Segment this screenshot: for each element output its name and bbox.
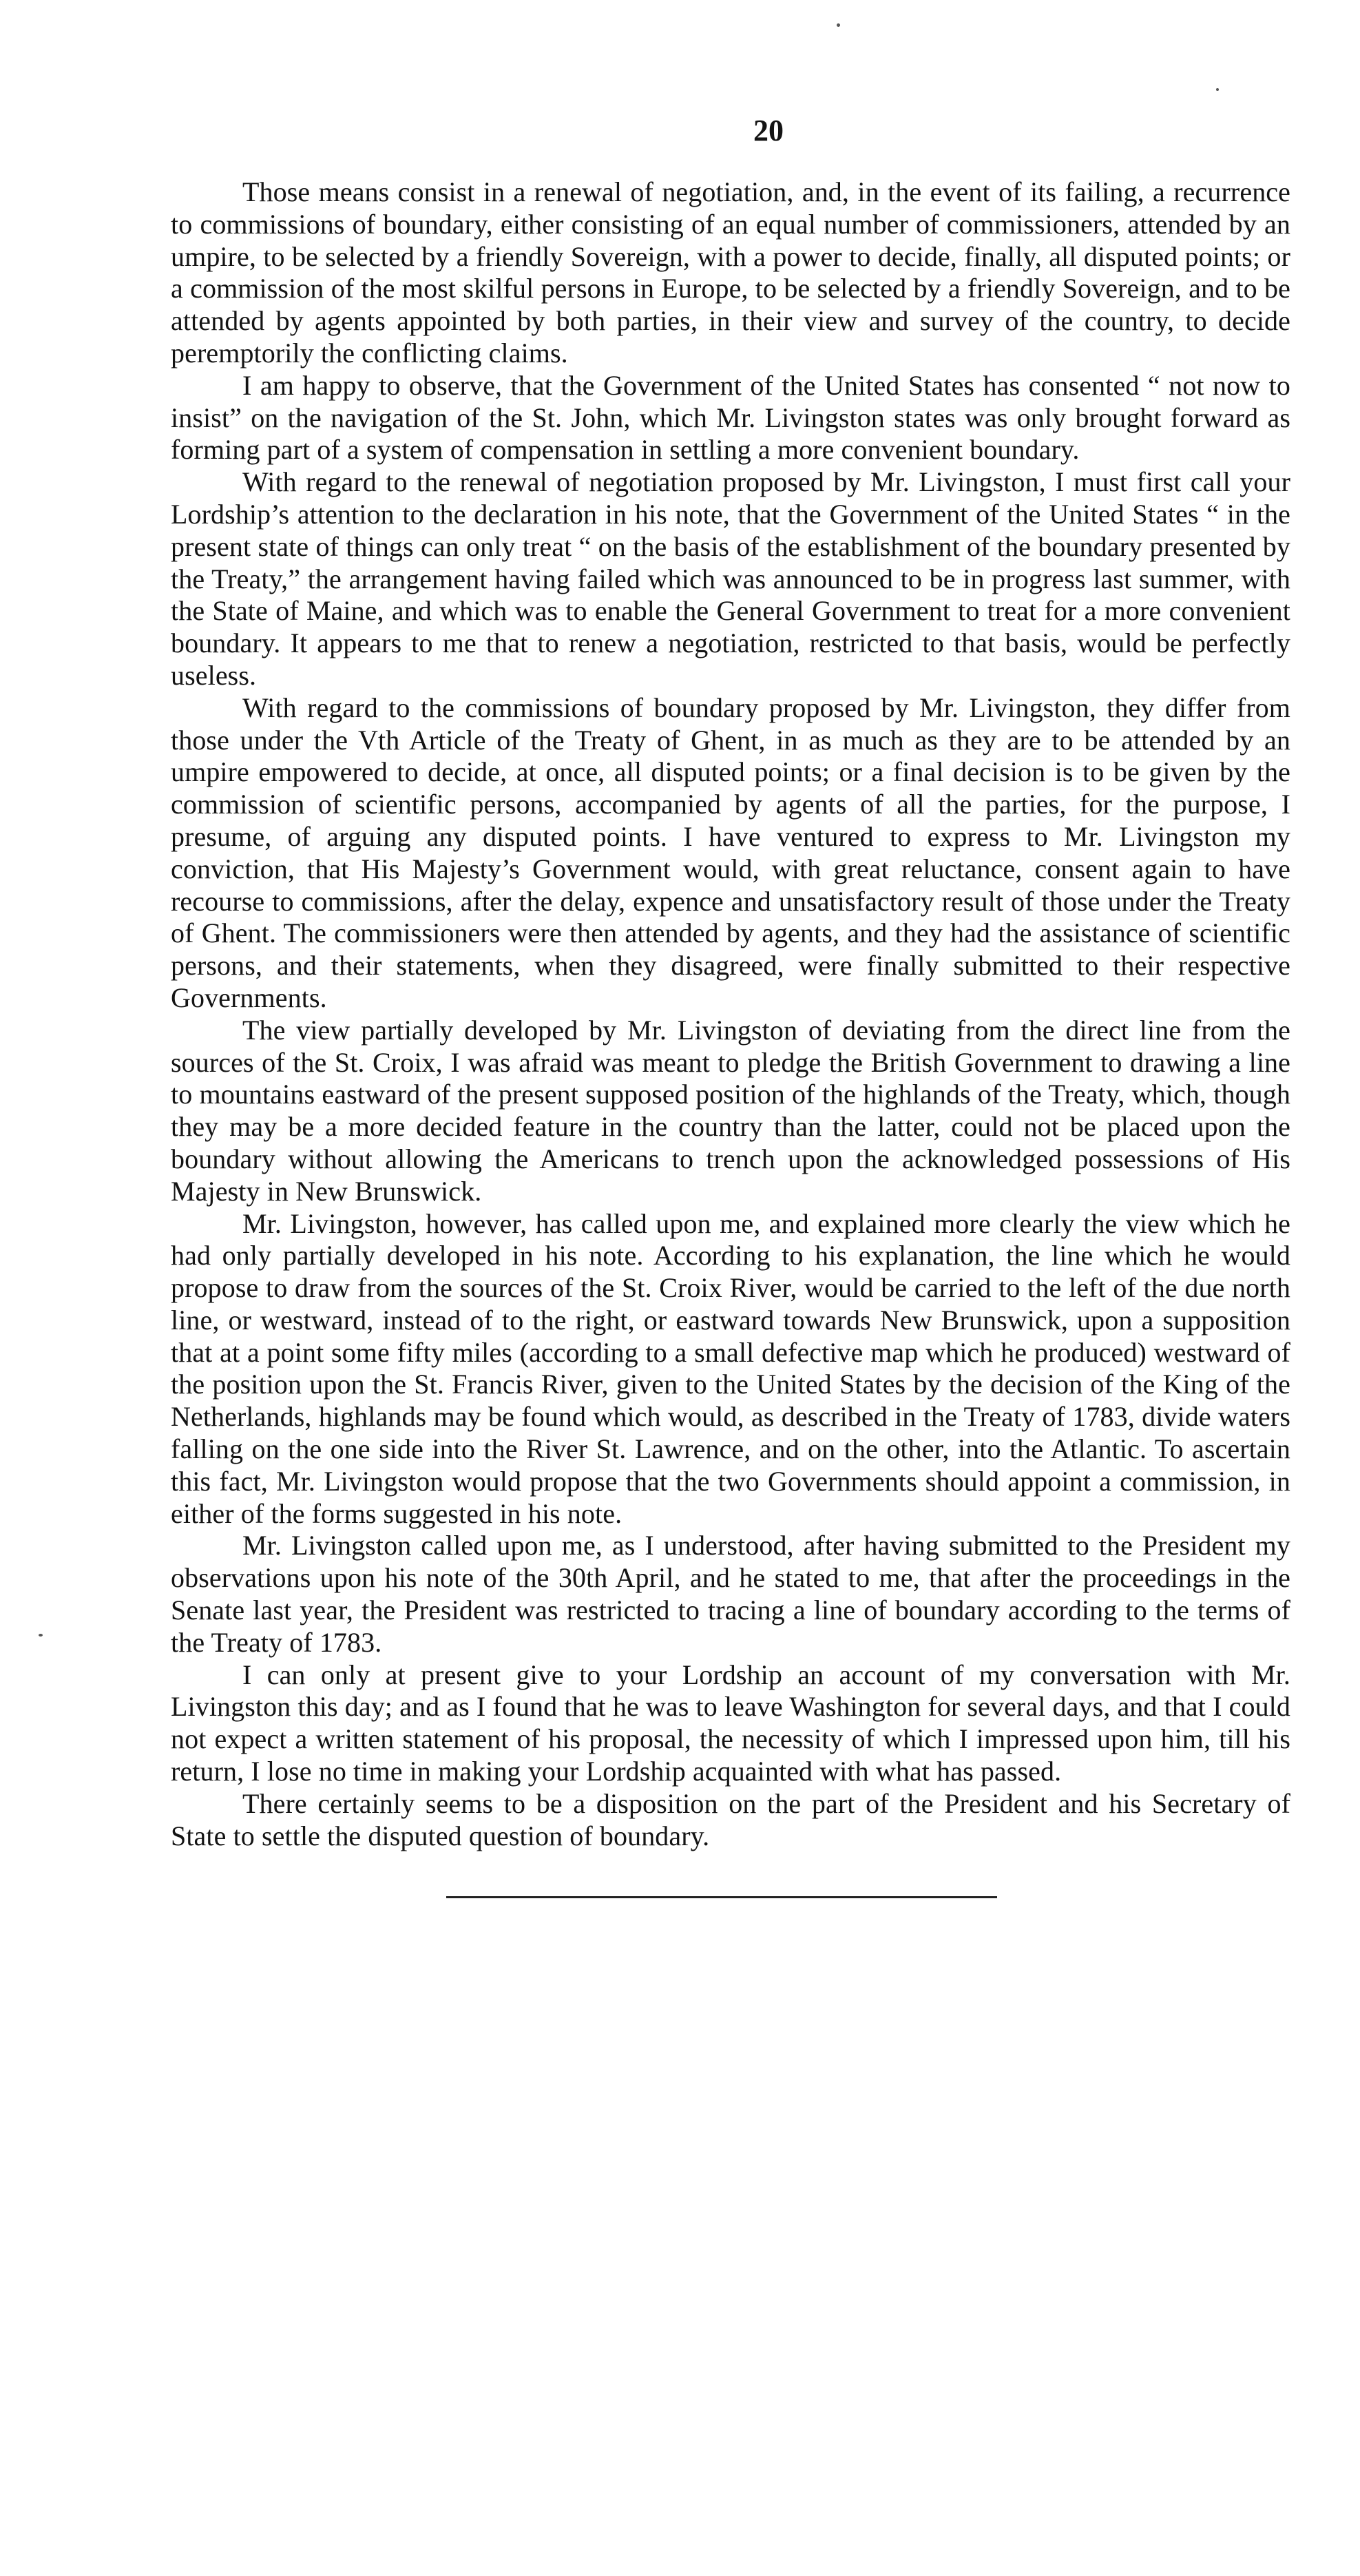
paragraph-9: There certainly seems to be a disposition on the part of the President and his Secretary of State to settle the disputed question of boundary. [171, 1787, 1290, 1851]
scan-speck [39, 1634, 43, 1637]
paragraph-4: With regard to the commissions of boundary proposed by Mr. Livingston, they differ from those under the Vth Article of the Treaty of Ghent, in as much as they are to be attended by an umpire empowered to decide, at once, all disputed points; or a final decision is to be given by the commission of scientific persons, accompanied by agents of all the parties, for the purpose, I presume, of arguing any disputed points. I have ventured to express to Mr. Livingston my conviction, that His Majesty’s Government would, with great reluctance, consent again to have recourse to commissions, after the delay, expence and unsatisfactory result of those under the Treaty of Ghent. The commissioners were then attended by agents, and they had the assistance of scientific persons, and their statements, when they disagreed, were finally submitted to their respective Governments. [171, 692, 1290, 1013]
paragraph-2: I am happy to observe, that the Government of the United States has consented “ not now to insist” on the navigation of the St. John, which Mr. Livingston states was only brought forward as forming part of a system of compensation in settling a more convenient boundary. [171, 369, 1290, 466]
paragraph-5: The view partially developed by Mr. Livingston of deviating from the direct line from the sources of the St. Croix, I was afraid was meant to pledge the British Government to drawing a line to mountains eastward of the present supposed position of the highlands of the Treaty, which, though they may be a more decided feature in the country than the latter, could not be placed upon the boundary without allowing the Americans to trench upon the acknowledged possessions of His Majesty in New Brunswick. [171, 1014, 1290, 1207]
closing-rule [446, 1896, 997, 1898]
document-page [171, 116, 1290, 1898]
scan-speck [1216, 88, 1219, 91]
paragraph-6: Mr. Livingston, however, has called upon me, and explained more clearly the view which he had only partially developed in his note. According to his explanation, the line which he would propose to draw from the sources of the St. Croix River, would be carried to the left of the due north line, or westward, instead of to the right, or eastward towards New Brunswick, upon a supposition that at a point some fifty miles (according to a small defective map which he produced) westward of the position upon the St. Francis River, given to the United States by the decision of the King of the Netherlands, highlands may be found which would, as described in the Treaty of 1783, divide waters falling on the one side into the River St. Lawrence, and on the other, into the Atlantic. To ascertain this fact, Mr. Livingston would propose that the two Governments should appoint a commission, in either of the forms suggested in his note. [171, 1207, 1290, 1529]
paragraph-1: Those means consist in a renewal of negotiation, and, in the event of its failing, a recurrence to commissions of boundary, either consisting of an equal number of commissioners, attended by an umpire, to be selected by a friendly Sovereign, with a power to decide, finally, all disputed points; or a commission of the most skilful persons in Europe, to be selected by a friendly Sovereign, and to be attended by agents appointed by both parties, in their view and survey of the country, to decide peremptorily the conflicting claims. [171, 176, 1290, 368]
scan-speck [837, 23, 840, 27]
paragraph-7: Mr. Livingston called upon me, as I understood, after having submitted to the President my observations upon his note of the 30th April, and he stated to me, that after the proceedings in the Senate last year, the President was restricted to tracing a line of boundary according to the terms of the Treaty of 1783. [171, 1530, 1290, 1658]
paragraph-8: I can only at present give to your Lordship an account of my conversation with Mr. Livingston this day; and as I found that he was to leave Washington for several days, and that I could not expect a written statement of his proposal, the necessity of which I impressed upon him, till his return, I lose no time in making your Lordship acquainted with what has passed. [171, 1659, 1290, 1787]
paragraph-3: With regard to the renewal of negotiation proposed by Mr. Livingston, I must first call your Lordship’s attention to the declaration in his note, that the Government of the United States “ in the present state of things can only treat “ on the basis of the establishment of the boundary presented by the Treaty,” the arrangement having failed which was announced to be in progress last summer, with the State of Maine, and which was to enable the General Government to treat for a more convenient boundary. It appears to me that to renew a negotiation, restricted to that basis, would be perfectly useless. [171, 466, 1290, 691]
page-number: 20 [753, 114, 784, 147]
